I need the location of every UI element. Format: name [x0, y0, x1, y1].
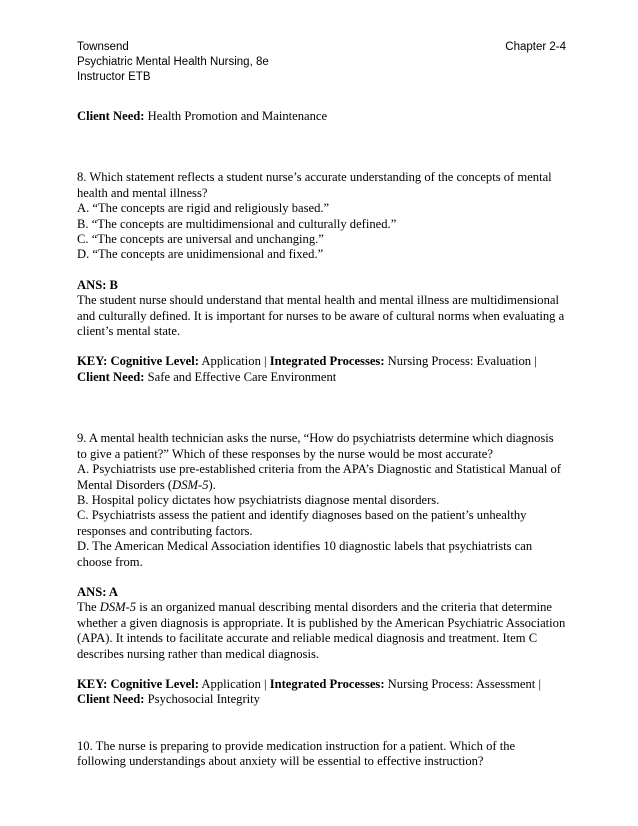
key-line: KEY: Cognitive Level: Application | Integrated Processes: Nursing Process: Evaluation | Client Need: Safe and Effective Care Environment	[77, 354, 537, 384]
option-d: D. The American Medical Association identifies 10 diagnostic labels that psychiatrists can choose from.	[77, 539, 533, 569]
question-9	[77, 431, 566, 708]
key-line: KEY: Cognitive Level: Application | Integrated Processes: Nursing Process: Assessment | Client Need: Psychosocial Integrity	[77, 676, 541, 707]
option-c: C. Psychiatrists assess the patient and identify diagnoses based on the patient’s unhealthy responses and contributing factors.	[77, 508, 527, 538]
header-author: Townsend	[77, 41, 129, 53]
client-need-value: Health Promotion and Maintenance	[144, 109, 328, 123]
header-role: Instructor ETB	[77, 71, 151, 83]
top-client-need	[77, 109, 566, 124]
question-stem: 10. The nurse is preparing to provide medication instruction for a patient. Which of the following understandings about anxiety will be essential to effective instruction?	[77, 738, 516, 769]
answer-label: ANS: A	[77, 584, 118, 599]
question-8	[77, 170, 566, 385]
document-body	[77, 109, 566, 770]
option-a: A. Psychiatrists use pre-established criteria from the APA’s Diagnostic and Statistical Manual of Mental Disorders (DSM-5).	[77, 462, 561, 492]
question-stem: 8. Which statement reflects a student nurse’s accurate understanding of the concepts of mental health and mental illness?	[77, 170, 552, 200]
option-b: B. “The concepts are multidimensional and culturally defined.”	[77, 216, 397, 231]
question-stem: 9. A mental health technician asks the nurse, “How do psychiatrists determine which diagnosis to give a patient?” Which of these responses by the nurse would be most accurate?	[77, 431, 554, 461]
rationale: The DSM-5 is an organized manual describing mental disorders and the criteria that determine whether a given diagnosis is appropriate. It is published by the American Psychiatric Association (APA). It intends to facilitate accurate and reliable medical diagnosis and treatment. Item C describes nursing rather than medical diagnosis.	[77, 600, 566, 661]
question-10	[77, 739, 566, 770]
option-a: A. “The concepts are rigid and religiously based.”	[77, 201, 330, 216]
rationale: The student nurse should understand that mental health and mental illness are multidimensional and culturally defined. It is important for nurses to be aware of cultural norms when evaluating a client’s mental state.	[77, 293, 565, 339]
header-book: Psychiatric Mental Health Nursing, 8e	[77, 56, 269, 68]
option-c: C. “The concepts are universal and unchanging.”	[77, 232, 324, 247]
client-need-label: Client Need:	[77, 109, 145, 123]
page-header	[77, 40, 566, 85]
option-b: B. Hospital policy dictates how psychiatrists diagnose mental disorders.	[77, 492, 440, 507]
answer-label: ANS: B	[77, 277, 118, 292]
header-chapter: Chapter 2-4	[505, 41, 566, 53]
option-d: D. “The concepts are unidimensional and fixed.”	[77, 247, 324, 262]
